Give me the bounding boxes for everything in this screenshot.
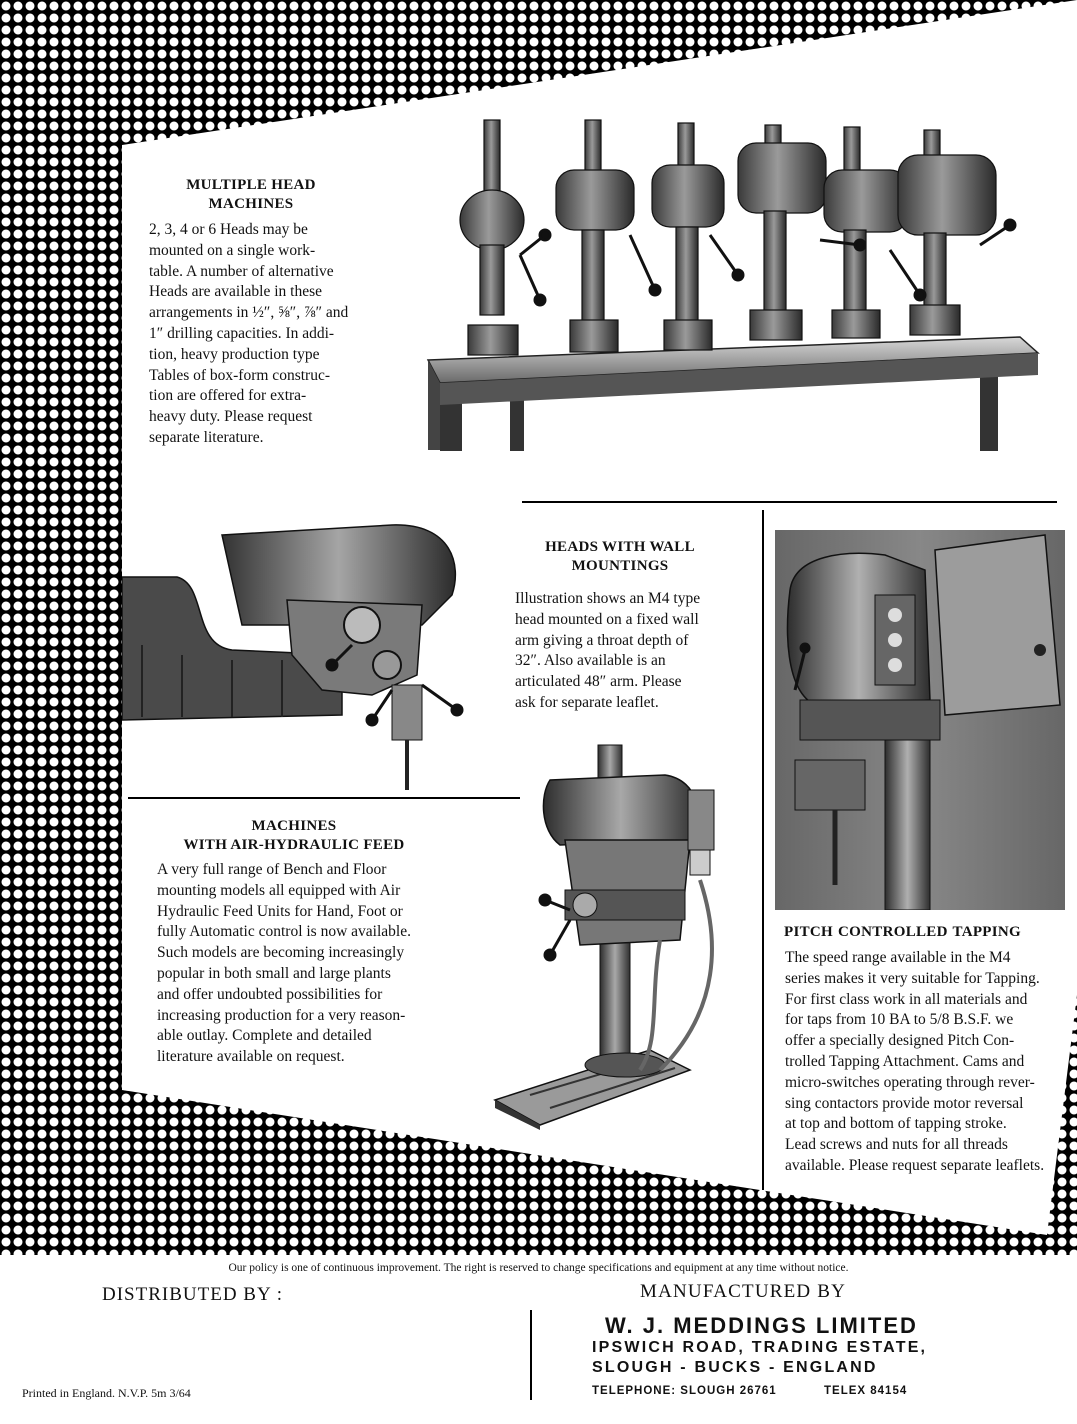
pitch-tapping-body: The speed range available in the M4 series makes it very suitable for Tapping. For first class work in all materials and for taps from 10 BA to 5/8 B.S.F. we offer a specially designed Pitch Con- trolled Tapping Attachment. Cams and micro-switches operating through rever- sing contactors provide motor reversal at top and bottom of tapping stroke. Lead screws and nuts for all threads available. Please request separate leaflets.: [785, 949, 1045, 1174]
manufactured-by-label: MANUFACTURED BY: [640, 1281, 847, 1302]
telex: TELEX 84154: [824, 1385, 908, 1397]
multiple-head-body: 2, 3, 4 or 6 Heads may be mounted on a single work- table. A number of alternative Heads are available in these arrangements in ½″, ⅝″, ⅞″ and 1″ drilling capacities. In addi- tion, heavy production type Tables of box-form construc- tion are offered for extra- heavy duty. Please request separate literature.: [149, 221, 349, 446]
wall-mountings-heading: HEADS WITH WALL MOUNTINGS: [545, 539, 695, 574]
multi-head-drill-icon: [420, 115, 1040, 455]
address-line-2: SLOUGH - BUCKS - ENGLAND: [592, 1359, 878, 1376]
distributed-by-label: DISTRIBUTED BY :: [102, 1284, 284, 1305]
divider-rule-upper: [522, 501, 1057, 503]
divider-rule-middle: [128, 797, 520, 799]
policy-note: Our policy is one of continuous improvement. The right is reserved to change specifications and equipment at any time without notice.: [228, 1262, 849, 1274]
telephone: TELEPHONE: SLOUGH 26761: [592, 1385, 777, 1397]
footer-vertical-rule: [530, 1310, 532, 1400]
print-info: Printed in England. N.V.P. 5m 3/64: [22, 1386, 191, 1400]
pitch-tapping-heading: PITCH CONTROLLED TAPPING: [784, 924, 1022, 940]
tapping-unit-icon: [775, 530, 1065, 910]
multiple-head-heading: MULTIPLE HEAD MACHINES: [186, 177, 316, 212]
wall-mountings-body: Illustration shows an M4 type head mounted on a fixed wall arm giving a throat depth of 32″. Also available is an articulated 48″ arm. Please ask for separate leaflet.: [515, 590, 701, 711]
air-hydraulic-body: A very full range of Bench and Floor mounting models all equipped with Air Hydraulic Feed Units for Hand, Foot or fully Automatic control is now available. Such models are becoming increasingly popular in both small and large plants and offer undoubted possibilities for increasing production for a very reason- able outlay. Complete and detailed literature available on request.: [157, 861, 411, 1066]
wall-mounted-head-icon: [122, 505, 472, 795]
air-hydraulic-heading: MACHINES WITH AIR-HYDRAULIC FEED: [183, 818, 405, 853]
air-hydraulic-drill-icon: [490, 740, 750, 1130]
divider-rule-vertical: [762, 510, 764, 1190]
company-name: W. J. MEDDINGS LIMITED: [605, 1313, 918, 1338]
address-line-1: IPSWICH ROAD, TRADING ESTATE,: [592, 1339, 928, 1356]
